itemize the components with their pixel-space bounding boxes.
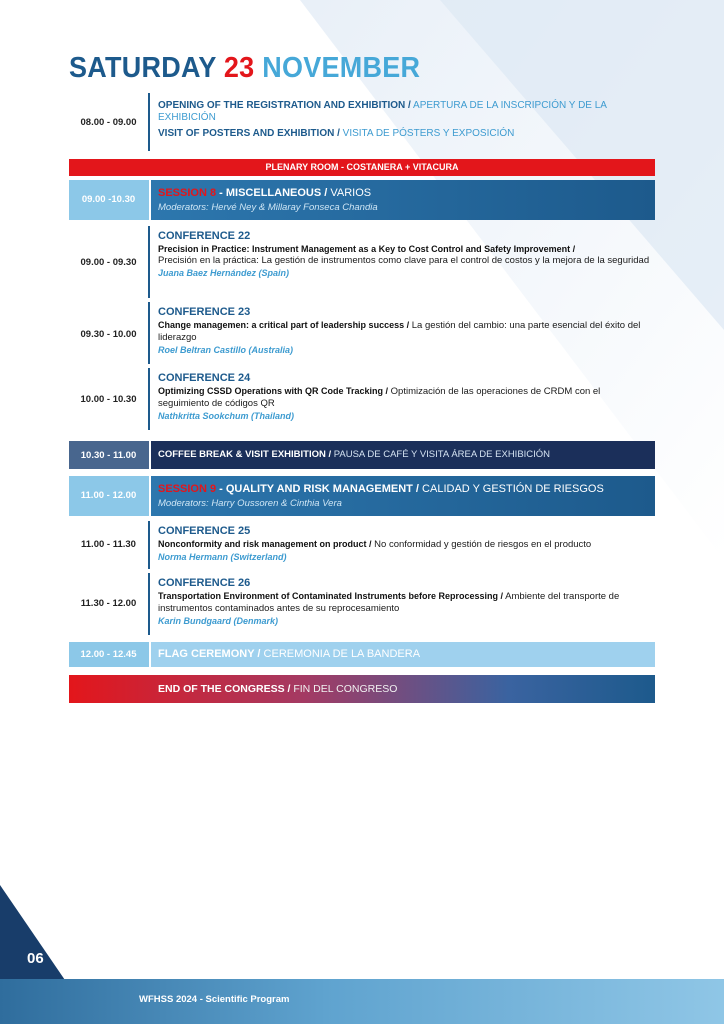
time-label: 08.00 - 09.00 xyxy=(80,117,137,128)
page-title: SATURDAY 23 NOVEMBER xyxy=(69,52,421,84)
conference-25: 11.00 - 11.30 CONFERENCE 25 Nonconformity and risk management on product / No conformidad y gestión de riesgos en el producto Norma Hermann (Switzerland) xyxy=(69,521,655,569)
conference-26: 11.30 - 12.00 CONFERENCE 26 Transportation Environment of Contaminated Instruments before Reprocessing / Ambiente del transporte de instrumentos contaminados antes de su reprocesamiento Karin Bundgaard (Denmark) xyxy=(69,573,655,635)
footer-text: WFHSS 2024 - Scientific Program xyxy=(139,994,290,1005)
page-number: 06 xyxy=(27,950,44,967)
conference-24: 10.00 - 10.30 CONFERENCE 24 Optimizing CSSD Operations with QR Code Tracking / Optimización de las operaciones de CRDM con el seguimiento de códigos QR Nathkritta Sookchum (Thailand) xyxy=(69,368,655,430)
plenary-room-bar: PLENARY ROOM - COSTANERA + VITACURA xyxy=(69,159,655,176)
divider xyxy=(148,93,150,151)
session-8-bar: 09.00 -10.30 SESSION 8 - MISCELLANEOUS / VARIOS Moderators: Hervé Ney & Millaray Fonseca Chandia xyxy=(69,180,655,220)
footer-band xyxy=(0,979,724,1024)
end-congress-bar: END OF THE CONGRESS / FIN DEL CONGRESO xyxy=(69,675,655,703)
flag-ceremony-bar: 12.00 - 12.45 FLAG CEREMONY / CEREMONIA DE LA BANDERA xyxy=(69,642,655,667)
coffee-break-bar: 10.30 - 11.00 COFFEE BREAK & VISIT EXHIBITION / PAUSA DE CAFÉ Y VISITA ÁREA DE EXHIBICIÓN xyxy=(69,441,655,469)
opening-content: OPENING OF THE REGISTRATION AND EXHIBITION / APERTURA DE LA INSCRIPCIÓN Y DE LA EXHIBICIÓN VISIT OF POSTERS AND EXHIBITION / VISITA DE PÓSTERS Y EXPOSICIÓN xyxy=(158,100,607,139)
session-9-bar: 11.00 - 12.00 SESSION 9 - QUALITY AND RISK MANAGEMENT / CALIDAD Y GESTIÓN DE RIESGOS Moderators: Harry Oussoren & Cinthia Vera xyxy=(69,476,655,516)
opening-row xyxy=(69,93,655,151)
conference-22: 09.00 - 09.30 CONFERENCE 22 Precision in Practice: Instrument Management as a Key to Cost Control and Safety Improvement / Precisión en la práctica: La gestión de instrumentos como clave para el control de costos y la mejora de la seguridad Juana Baez Hernández (Spain) xyxy=(69,226,655,298)
conference-23: 09.30 - 10.00 CONFERENCE 23 Change managemen: a critical part of leadership success / La gestión del cambio: una parte esencial del éxito del liderazgo Roel Beltran Castillo (Australia) xyxy=(69,302,655,364)
